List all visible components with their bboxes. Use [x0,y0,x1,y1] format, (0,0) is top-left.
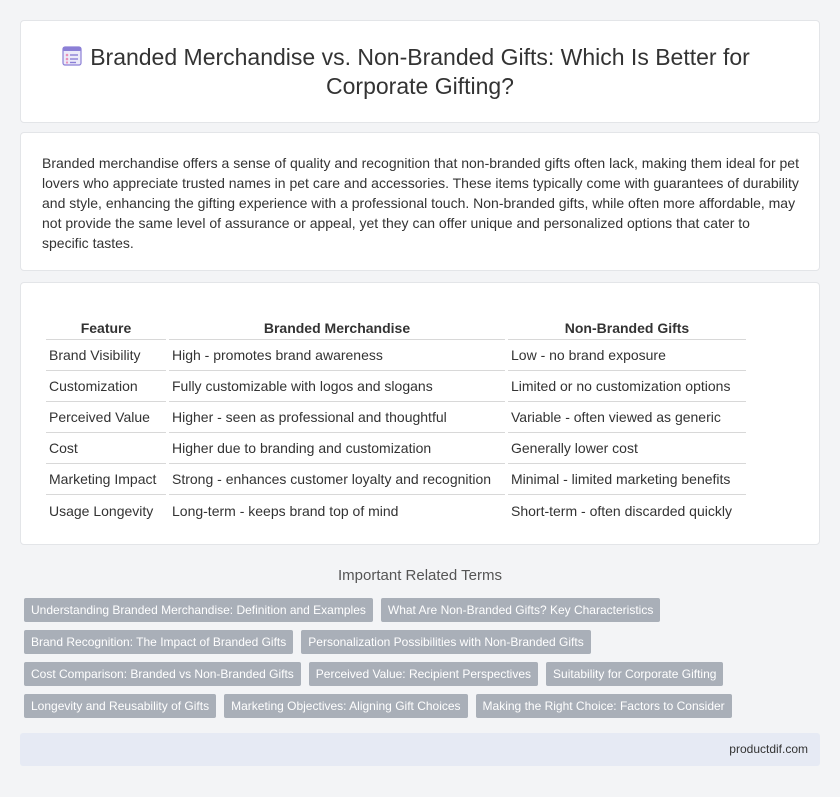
related-term-link[interactable]: What Are Non-Branded Gifts? Key Characteristics [381,598,660,622]
header-non-branded: Non-Branded Gifts [508,316,746,340]
tag-row [24,630,804,654]
title-card [20,20,820,123]
table-cell: Cost [46,433,166,464]
related-term-link[interactable]: Brand Recognition: The Impact of Branded Gifts [24,630,293,654]
related-term-link[interactable]: Making the Right Choice: Factors to Consider [476,694,732,718]
related-term-link[interactable]: Suitability for Corporate Gifting [546,662,723,686]
table-row [46,402,746,433]
related-term-link[interactable]: Longevity and Reusability of Gifts [24,694,216,718]
footer-bar [20,733,820,766]
table-cell: Marketing Impact [46,464,166,495]
table-cell: Customization [46,371,166,402]
table-cell: Long-term - keeps brand top of mind [172,502,399,519]
footer-site-name: productdif.com [729,742,808,756]
intro-paragraph: Branded merchandise offers a sense of quality and recognition that non-branded gifts often lack, making them ideal for pet lovers who appreciate trusted names in pet care and accessories. These items typically come with guarantees of durability and style, enhancing the gifting experience with a professional touch. Non-branded gifts, while often more affordable, may not provide the same level of assurance or appeal, yet they can offer unique and personalized options that cater to specific tastes. [42,155,799,251]
table-cell: Higher due to branding and customization [169,433,505,464]
table-row [46,495,746,526]
table-cell: Variable - often viewed as generic [508,402,746,433]
table-header-row [46,316,746,340]
related-terms-heading: Important Related Terms [338,567,502,584]
tag-row [24,694,804,718]
table-cell: Limited or no customization options [508,371,746,402]
table-cell: Brand Visibility [46,340,166,371]
related-term-link[interactable]: Cost Comparison: Branded vs Non-Branded Gifts [24,662,301,686]
table-row [46,371,746,402]
related-terms-list [24,598,804,726]
page-title: Branded Merchandise vs. Non-Branded Gifts: Which Is Better for Corporate Gifting? [90,44,750,99]
table-cell: Strong - enhances customer loyalty and recognition [169,464,505,495]
table-cell: Low - no brand exposure [508,340,746,371]
table-cell: Generally lower cost [508,433,746,464]
table-row [46,464,746,495]
table-cell: Higher - seen as professional and thoughtful [169,402,505,433]
header-feature: Feature [46,316,166,340]
comparison-card [20,282,820,545]
tag-row [24,662,804,686]
table-cell: Short-term - often discarded quickly [511,502,732,519]
related-term-link[interactable]: Personalization Possibilities with Non-Branded Gifts [301,630,590,654]
related-term-link[interactable]: Understanding Branded Merchandise: Definition and Examples [24,598,373,622]
table-cell: High - promotes brand awareness [169,340,505,371]
related-term-link[interactable]: Perceived Value: Recipient Perspectives [309,662,538,686]
header-branded: Branded Merchandise [169,316,505,340]
related-term-link[interactable]: Marketing Objectives: Aligning Gift Choices [224,694,467,718]
table-cell: Usage Longevity [49,502,154,519]
table-cell: Perceived Value [46,402,166,433]
tag-row [24,598,804,622]
table-row [46,340,746,371]
comparison-table [43,316,749,526]
table-cell: Minimal - limited marketing benefits [508,464,746,495]
table-row [46,433,746,464]
intro-card [20,132,820,271]
table-cell: Fully customizable with logos and slogans [169,371,505,402]
